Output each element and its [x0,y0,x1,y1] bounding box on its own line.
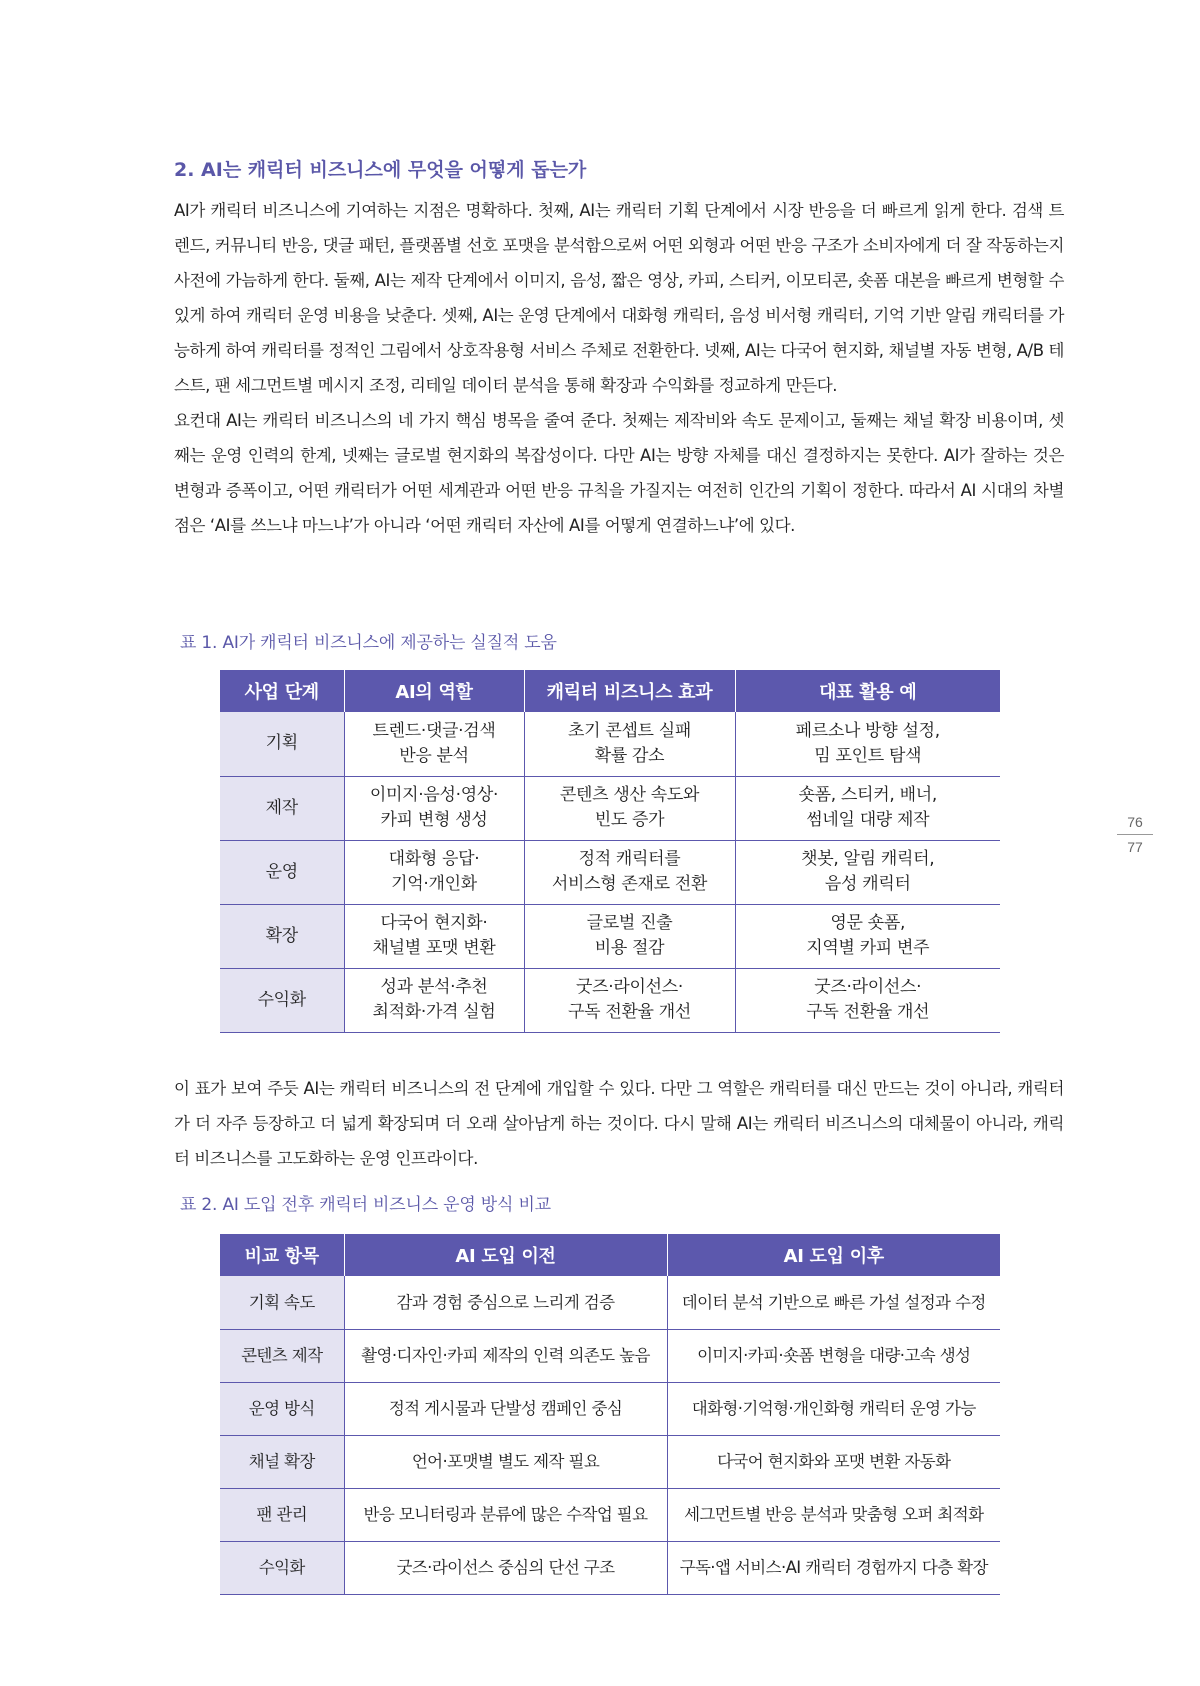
paragraph-summary: 요컨대 AI는 캐릭터 비즈니스의 네 가지 핵심 병목을 줄여 준다. 첫째는 제작비와 속도 문제이고, 둘째는 채널 확장 비용이며, 셋째는 운영 인력의 한계, 넷째는 글로벌 현지화의 복잡성이다. 다만 AI는 방향 자체를 대신 결정하지는 못한다. AI가 잘하는 것은 변형과 증폭이고, 어떤 캐릭터가 어떤 세계관과 어떤 반응 규칙을 가질지는 여전히 인간의 기획이 정한다. 따라서 AI 시대의 차별점은 ‘AI를 쓰느냐 마느냐’가 아니라 ‘어떤 캐릭터 자산에 AI를 어떻게 연결하느냐’에 있다. [174,411,1064,535]
table-row [220,968,1000,1032]
cell-line: 페르소나 방향 설정, [795,720,940,741]
table-cell: 정적 게시물과 단발성 캠페인 중심 [344,1382,667,1435]
table-cell [735,776,1000,840]
table-cell [344,968,524,1032]
cell-line: 숏폼, 스티커, 배너, [798,785,937,805]
body-text-upper [174,193,1064,543]
table-row [220,840,1000,904]
column-header: 캐릭터 비즈니스 효과 [524,670,735,712]
table-row [220,712,1000,776]
cell-line: 영문 숏폼, [830,913,906,933]
cell-line: 글로벌 진출 [586,913,673,933]
cell-line: 지역별 카피 변주 [806,938,930,958]
table-header-row [220,1234,1000,1276]
body-text-lower [174,1071,1064,1176]
page-number-right: 77 [1127,839,1143,855]
row-label-cell: 운영 방식 [220,1382,344,1435]
table1-caption: 표 1. AI가 캐릭터 비즈니스에 제공하는 실질적 도움 [180,633,557,653]
page-number-left: 76 [1127,814,1143,830]
table-row [220,776,1000,840]
table2-caption: 표 2. AI 도입 전후 캐릭터 비즈니스 운영 방식 비교 [180,1195,551,1215]
cell-line: 대화형 응답· [388,849,480,869]
table-cell: 구독·앱 서비스·AI 캐릭터 경험까지 다층 확장 [667,1541,1000,1594]
table-cell: 반응 모니터링과 분류에 많은 수작업 필요 [344,1488,667,1541]
cell-line: 채널별 포맷 변환 [372,938,496,958]
row-label-cell [220,968,344,1032]
row-label-cell: 기획 속도 [220,1276,344,1329]
cell-line: 기획 [265,733,298,754]
cell-line: 제작 [265,797,298,818]
row-label-cell [220,712,344,776]
column-header: 대표 활용 예 [735,670,1000,712]
paragraph-conclusion: 이 표가 보여 주듯 AI는 캐릭터 비즈니스의 전 단계에 개입할 수 있다. 다만 그 역할은 캐릭터를 대신 만드는 것이 아니라, 캐릭터가 더 자주 등장하고 더 넓게 확장되며 더 오래 살아남게 하는 것이다. 다시 말해 AI는 캐릭터 비즈니스의 대체물이 아니라, 캐릭터 비즈니스를 고도화하는 운영 인프라이다. [174,1079,1064,1168]
cell-line: 확률 감소 [594,745,665,766]
section-title: 2. AI는 캐릭터 비즈니스에 무엇을 어떻게 돕는가 [174,159,587,181]
cell-line: 음성 캐릭터 [824,874,911,894]
cell-line: 이미지·음성·영상· [369,785,499,805]
cell-line: 굿즈·라이선스· [814,977,922,997]
table-cell [524,968,735,1032]
cell-line: 기억·개인화 [391,874,477,894]
table-cell: 이미지·카피·숏폼 변형을 대량·고속 생성 [667,1329,1000,1382]
table-row [220,904,1000,968]
page-numbers [1117,812,1153,857]
table-cell: 대화형·기억형·개인화형 캐릭터 운영 가능 [667,1382,1000,1435]
table-cell [344,904,524,968]
table-cell [344,712,524,776]
table-header-row [220,670,1000,712]
cell-line: 카피 변형 생성 [380,810,488,830]
page-number-divider [1117,834,1153,835]
cell-line: 밈 포인트 탐색 [814,745,922,766]
table-row [220,1382,1000,1435]
cell-line: 구독 전환율 개선 [567,1002,692,1022]
cell-line: 비용 절감 [594,938,665,958]
table-cell [735,712,1000,776]
table-cell: 세그먼트별 반응 분석과 맞춤형 오퍼 최적화 [667,1488,1000,1541]
table-cell [344,840,524,904]
table-cell: 다국어 현지화와 포맷 변환 자동화 [667,1435,1000,1488]
table-row [220,1488,1000,1541]
ai-help-table [220,670,1000,1033]
table-cell: 언어·포맷별 별도 제작 필요 [344,1435,667,1488]
cell-line: 콘텐츠 생산 속도와 [559,785,700,805]
row-label-cell [220,840,344,904]
cell-line: 다국어 현지화· [380,913,488,933]
row-label-cell: 채널 확장 [220,1435,344,1488]
table-cell [344,776,524,840]
cell-line: 썸네일 대량 제작 [806,810,930,830]
cell-line: 초기 콘셉트 실패 [567,720,692,741]
cell-line: 굿즈·라이선스· [576,977,683,997]
comparison-table [220,1234,1000,1595]
cell-line: 최적화·가격 실험 [372,1002,496,1022]
table-cell [524,904,735,968]
table-row [220,1329,1000,1382]
cell-line: 반응 분석 [399,745,469,766]
cell-line: 챗봇, 알림 캐릭터, [801,849,935,869]
table-row [220,1435,1000,1488]
table-cell: 촬영·디자인·카피 제작의 인력 의존도 높음 [344,1329,667,1382]
row-label-cell: 콘텐츠 제작 [220,1329,344,1382]
cell-line: 빈도 증가 [594,810,665,830]
cell-line: 확장 [265,925,298,946]
cell-line: 구독 전환율 개선 [806,1002,930,1022]
cell-line: 운영 [265,861,298,882]
table-cell: 감과 경험 중심으로 느리게 검증 [344,1276,667,1329]
column-header: 비교 항목 [220,1234,344,1276]
cell-line: 성과 분석·추천 [380,977,488,997]
cell-line: 정적 캐릭터를 [578,849,681,869]
row-label-cell: 수익화 [220,1541,344,1594]
cell-line: 서비스형 존재로 전환 [551,874,708,894]
column-header: AI 도입 이후 [667,1234,1000,1276]
table-cell [524,776,735,840]
table-cell: 데이터 분석 기반으로 빠른 가설 설정과 수정 [667,1276,1000,1329]
table-cell [735,840,1000,904]
table-row [220,1541,1000,1594]
table-cell [524,712,735,776]
cell-line: 수익화 [257,989,306,1010]
column-header: 사업 단계 [220,670,344,712]
table-row [220,1276,1000,1329]
table-cell [524,840,735,904]
column-header: AI의 역할 [344,670,524,712]
table-cell [735,968,1000,1032]
table-cell: 굿즈·라이선스 중심의 단선 구조 [344,1541,667,1594]
cell-line: 트렌드·댓글·검색 [372,720,496,741]
paragraph-contributions: AI가 캐릭터 비즈니스에 기여하는 지점은 명확하다. 첫째, AI는 캐릭터 기획 단계에서 시장 반응을 더 빠르게 읽게 한다. 검색 트렌드, 커뮤니티 반응, 댓글 패턴, 플랫폼별 선호 포맷을 분석함으로써 어떤 외형과 어떤 반응 구조가 소비자에게 더 잘 작동하는지 사전에 가늠하게 한다. 둘째, AI는 제작 단계에서 이미지, 음성, 짧은 영상, 카피, 스티커, 이모티콘, 숏폼 대본을 빠르게 변형할 수 있게 하여 캐릭터 운영 비용을 낮춘다. 셋째, AI는 운영 단계에서 대화형 캐릭터, 음성 비서형 캐릭터, 기억 기반 알림 캐릭터를 가능하게 하여 캐릭터를 정적인 그림에서 상호작용형 서비스 주체로 전환한다. 넷째, AI는 다국어 현지화, 채널별 자동 변형, A/B 테스트, 팬 세그먼트별 메시지 조정, 리테일 데이터 분석을 통해 확장과 수익화를 정교하게 만든다. [174,201,1064,395]
row-label-cell [220,904,344,968]
row-label-cell: 팬 관리 [220,1488,344,1541]
row-label-cell [220,776,344,840]
table-cell [735,904,1000,968]
column-header: AI 도입 이전 [344,1234,667,1276]
